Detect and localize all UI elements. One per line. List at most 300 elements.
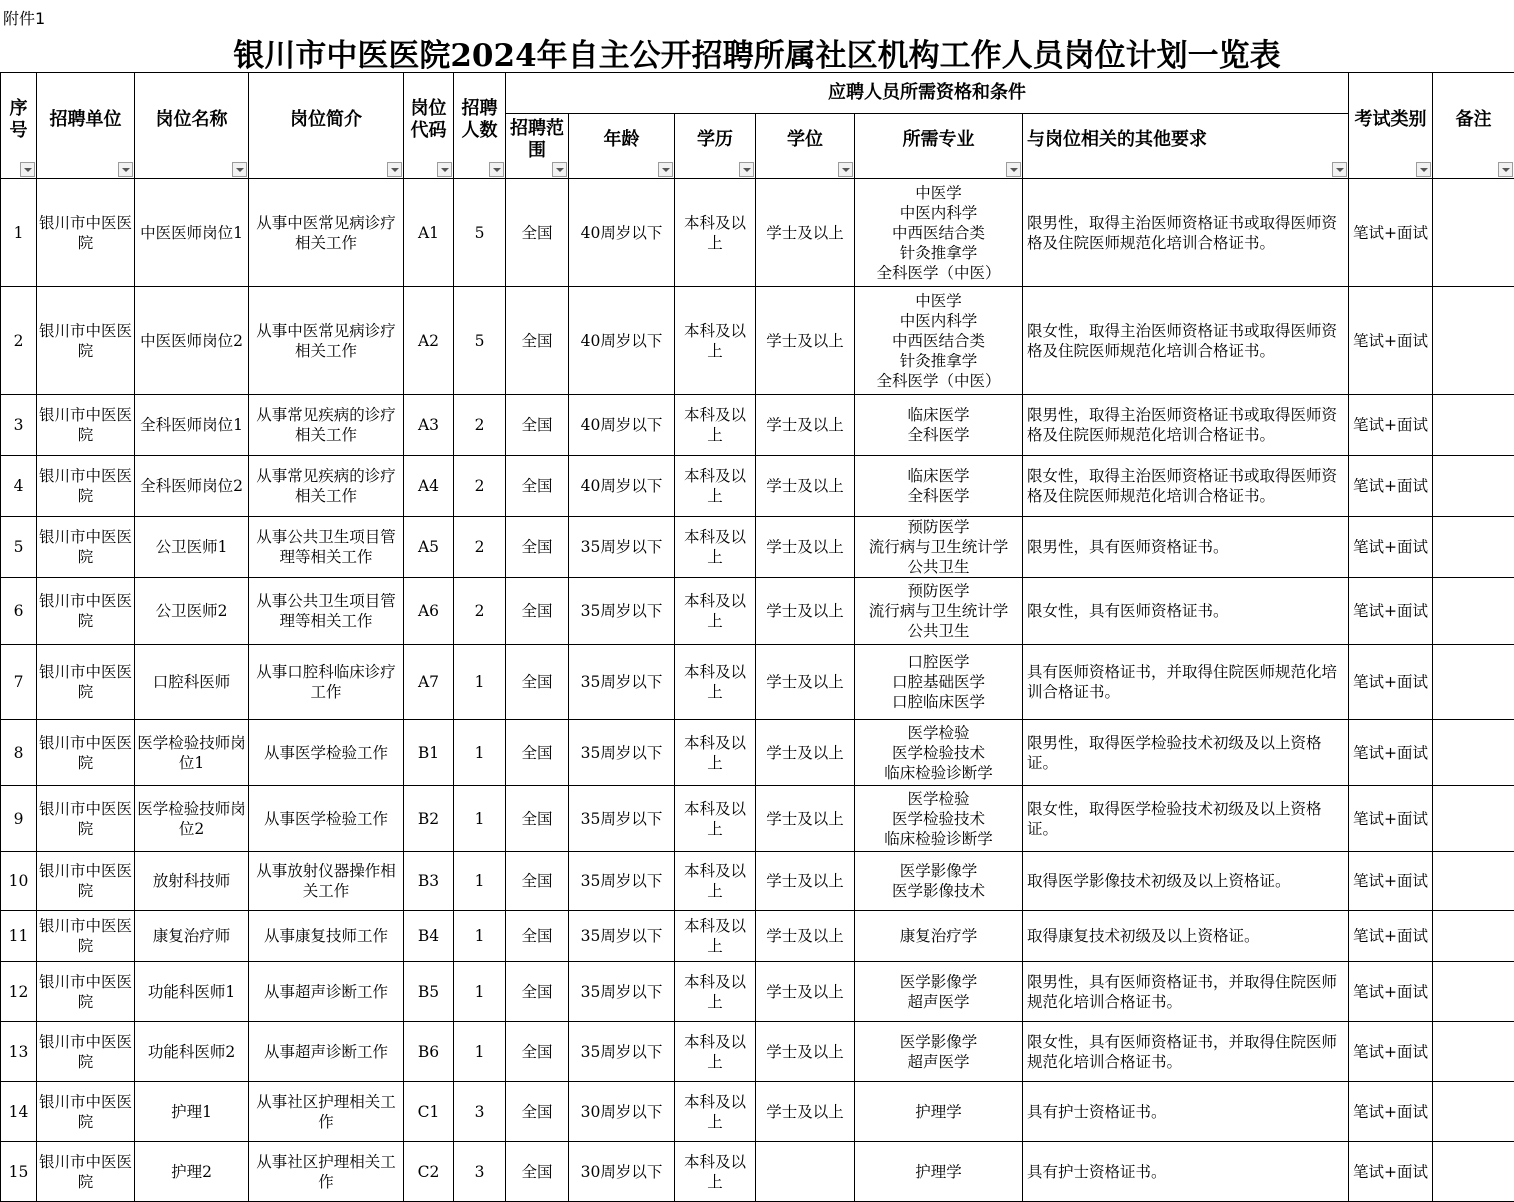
major-item: 口腔医学 [857, 652, 1020, 672]
cell-post-desc: 从事康复技师工作 [249, 911, 404, 962]
cell-age: 35周岁以下 [569, 578, 675, 645]
cell-age: 40周岁以下 [569, 179, 675, 287]
attachment-bar [0, 0, 1514, 33]
cell-other: 限男性，具有医师资格证书。 [1023, 517, 1349, 578]
cell-remark [1433, 720, 1514, 786]
cell-post-desc: 从事社区护理相关工作 [249, 1142, 404, 1202]
cell-seq: 14 [1, 1082, 37, 1142]
cell-other: 限女性，取得主治医师资格证书或取得医师资格及住院医师规范化培训合格证书。 [1023, 287, 1349, 395]
cell-post-name: 公卫医师2 [135, 578, 249, 645]
major-item: 医学检验 [857, 723, 1020, 743]
cell-age: 35周岁以下 [569, 786, 675, 852]
header-remark [1433, 73, 1514, 179]
cell-degree: 学士及以上 [756, 962, 855, 1022]
cell-remark [1433, 395, 1514, 456]
cell-age: 40周岁以下 [569, 287, 675, 395]
cell-post-desc: 从事中医常见病诊疗相关工作 [249, 179, 404, 287]
cell-degree: 学士及以上 [756, 786, 855, 852]
header-major-label: 所需专业 [903, 129, 975, 150]
cell-scope: 全国 [506, 786, 569, 852]
filter-dropdown-icon[interactable] [232, 162, 247, 177]
positions-table [0, 72, 1514, 1202]
header-seq-label: 序号 [10, 98, 28, 141]
cell-major [855, 852, 1023, 911]
cell-major [855, 1022, 1023, 1082]
table-row [1, 962, 1514, 1022]
cell-post-desc: 从事超声诊断工作 [249, 962, 404, 1022]
cell-post-desc: 从事超声诊断工作 [249, 1022, 404, 1082]
cell-unit: 银川市中医医院 [37, 1082, 135, 1142]
cell-degree [756, 1142, 855, 1202]
table-row [1, 395, 1514, 456]
cell-major [855, 911, 1023, 962]
cell-scope: 全国 [506, 517, 569, 578]
cell-exam: 笔试+面试 [1349, 1142, 1433, 1202]
cell-post-desc: 从事公共卫生项目管理等相关工作 [249, 517, 404, 578]
cell-scope: 全国 [506, 287, 569, 395]
table-body [1, 179, 1514, 1202]
cell-exam: 笔试+面试 [1349, 179, 1433, 287]
cell-count: 3 [454, 1142, 506, 1202]
cell-seq: 13 [1, 1022, 37, 1082]
major-item: 预防医学 [857, 581, 1020, 601]
cell-post-code: C1 [404, 1082, 454, 1142]
cell-education: 本科及以上 [675, 287, 756, 395]
cell-exam: 笔试+面试 [1349, 1022, 1433, 1082]
cell-scope: 全国 [506, 852, 569, 911]
cell-count: 3 [454, 1082, 506, 1142]
major-item: 中医内科学 [857, 311, 1020, 331]
header-post-name-label: 岗位名称 [156, 109, 228, 130]
major-item: 临床检验诊断学 [857, 763, 1020, 783]
major-item: 全科医学（中医） [857, 263, 1020, 283]
cell-scope: 全国 [506, 578, 569, 645]
cell-age: 35周岁以下 [569, 1022, 675, 1082]
major-item: 医学检验技术 [857, 809, 1020, 829]
cell-post-code: B6 [404, 1022, 454, 1082]
cell-education: 本科及以上 [675, 720, 756, 786]
cell-post-code: A2 [404, 287, 454, 395]
header-degree-label: 学位 [787, 129, 823, 150]
cell-count: 2 [454, 456, 506, 517]
cell-count: 2 [454, 395, 506, 456]
header-post-name [135, 73, 249, 179]
cell-count: 2 [454, 517, 506, 578]
cell-major [855, 179, 1023, 287]
cell-seq: 7 [1, 645, 37, 720]
cell-unit: 银川市中医医院 [37, 517, 135, 578]
cell-other: 限女性，具有医师资格证书。 [1023, 578, 1349, 645]
table-row [1, 786, 1514, 852]
cell-post-name: 医学检验技师岗位1 [135, 720, 249, 786]
filter-dropdown-icon[interactable] [1006, 162, 1021, 177]
header-remark-label: 备注 [1456, 109, 1492, 130]
cell-seq: 9 [1, 786, 37, 852]
cell-education: 本科及以上 [675, 962, 756, 1022]
header-post-code-label: 岗位代码 [411, 98, 447, 141]
cell-seq: 3 [1, 395, 37, 456]
cell-count: 1 [454, 720, 506, 786]
cell-post-code: A7 [404, 645, 454, 720]
cell-post-desc: 从事口腔科临床诊疗工作 [249, 645, 404, 720]
cell-degree: 学士及以上 [756, 578, 855, 645]
cell-major [855, 456, 1023, 517]
cell-remark [1433, 1022, 1514, 1082]
cell-count: 1 [454, 852, 506, 911]
cell-major [855, 1142, 1023, 1202]
cell-seq: 15 [1, 1142, 37, 1202]
major-item: 医学影像学 [857, 972, 1020, 992]
cell-post-name: 中医医师岗位2 [135, 287, 249, 395]
cell-education: 本科及以上 [675, 517, 756, 578]
cell-post-code: A6 [404, 578, 454, 645]
filter-dropdown-icon[interactable] [739, 162, 754, 177]
cell-seq: 2 [1, 287, 37, 395]
cell-unit: 银川市中医医院 [37, 395, 135, 456]
cell-exam: 笔试+面试 [1349, 517, 1433, 578]
cell-exam: 笔试+面试 [1349, 720, 1433, 786]
filter-dropdown-icon[interactable] [658, 162, 673, 177]
cell-major [855, 962, 1023, 1022]
table-row [1, 578, 1514, 645]
cell-unit: 银川市中医医院 [37, 645, 135, 720]
cell-unit: 银川市中医医院 [37, 852, 135, 911]
cell-post-desc: 从事医学检验工作 [249, 720, 404, 786]
cell-scope: 全国 [506, 645, 569, 720]
cell-other: 限女性，取得医学检验技术初级及以上资格证。 [1023, 786, 1349, 852]
filter-dropdown-icon[interactable] [437, 162, 452, 177]
cell-remark [1433, 1142, 1514, 1202]
cell-count: 1 [454, 1022, 506, 1082]
cell-scope: 全国 [506, 962, 569, 1022]
table-row [1, 852, 1514, 911]
header-exam [1349, 73, 1433, 179]
cell-scope: 全国 [506, 1082, 569, 1142]
cell-other: 限男性，取得主治医师资格证书或取得医师资格及住院医师规范化培训合格证书。 [1023, 395, 1349, 456]
cell-education: 本科及以上 [675, 395, 756, 456]
cell-remark [1433, 578, 1514, 645]
cell-post-name: 全科医师岗位2 [135, 456, 249, 517]
cell-remark [1433, 852, 1514, 911]
cell-other: 限女性，取得主治医师资格证书或取得医师资格及住院医师规范化培训合格证书。 [1023, 456, 1349, 517]
cell-seq: 10 [1, 852, 37, 911]
cell-education: 本科及以上 [675, 645, 756, 720]
filter-dropdown-icon[interactable] [489, 162, 504, 177]
cell-post-name: 康复治疗师 [135, 911, 249, 962]
cell-post-code: A3 [404, 395, 454, 456]
cell-age: 35周岁以下 [569, 911, 675, 962]
cell-remark [1433, 287, 1514, 395]
table-header [1, 73, 1514, 179]
cell-seq: 8 [1, 720, 37, 786]
filter-dropdown-icon[interactable] [552, 162, 567, 177]
cell-post-name: 医学检验技师岗位2 [135, 786, 249, 852]
major-item: 超声医学 [857, 992, 1020, 1012]
cell-unit: 银川市中医医院 [37, 179, 135, 287]
cell-post-name: 口腔科医师 [135, 645, 249, 720]
cell-major [855, 578, 1023, 645]
cell-exam: 笔试+面试 [1349, 287, 1433, 395]
major-item: 医学检验技术 [857, 743, 1020, 763]
major-item: 超声医学 [857, 1052, 1020, 1072]
cell-age: 35周岁以下 [569, 852, 675, 911]
cell-remark [1433, 517, 1514, 578]
cell-age: 40周岁以下 [569, 395, 675, 456]
major-item: 中医学 [857, 183, 1020, 203]
table-row [1, 911, 1514, 962]
table-row [1, 645, 1514, 720]
cell-degree: 学士及以上 [756, 1082, 855, 1142]
cell-scope: 全国 [506, 1022, 569, 1082]
cell-unit: 银川市中医医院 [37, 911, 135, 962]
cell-scope: 全国 [506, 395, 569, 456]
major-item: 流行病与卫生统计学 [857, 537, 1020, 557]
header-exam-label: 考试类别 [1355, 109, 1427, 130]
major-item: 全科医学 [857, 486, 1020, 506]
filter-dropdown-icon[interactable] [838, 162, 853, 177]
table-row [1, 1022, 1514, 1082]
cell-education: 本科及以上 [675, 911, 756, 962]
cell-degree: 学士及以上 [756, 456, 855, 517]
cell-count: 1 [454, 911, 506, 962]
cell-other: 限男性，具有医师资格证书，并取得住院医师规范化培训合格证书。 [1023, 962, 1349, 1022]
table-row [1, 517, 1514, 578]
cell-count: 1 [454, 962, 506, 1022]
cell-unit: 银川市中医医院 [37, 578, 135, 645]
cell-major [855, 287, 1023, 395]
cell-post-code: A5 [404, 517, 454, 578]
cell-post-name: 全科医师岗位1 [135, 395, 249, 456]
cell-remark [1433, 786, 1514, 852]
major-item: 公共卫生 [857, 557, 1020, 577]
filter-dropdown-icon[interactable] [20, 162, 35, 177]
cell-education: 本科及以上 [675, 179, 756, 287]
major-item: 医学影像学 [857, 861, 1020, 881]
cell-post-code: A1 [404, 179, 454, 287]
cell-exam: 笔试+面试 [1349, 786, 1433, 852]
table-row [1, 179, 1514, 287]
cell-post-code: C2 [404, 1142, 454, 1202]
cell-count: 1 [454, 786, 506, 852]
page-title: 银川市中医医院2024年自主公开招聘所属社区机构工作人员岗位计划一览表 [0, 33, 1514, 71]
cell-exam: 笔试+面试 [1349, 911, 1433, 962]
cell-major [855, 1082, 1023, 1142]
filter-dropdown-icon[interactable] [1416, 162, 1431, 177]
header-scope [506, 114, 569, 179]
cell-degree: 学士及以上 [756, 911, 855, 962]
cell-post-code: B1 [404, 720, 454, 786]
cell-education: 本科及以上 [675, 578, 756, 645]
filter-dropdown-icon[interactable] [118, 162, 133, 177]
filter-dropdown-icon[interactable] [1498, 162, 1513, 177]
cell-seq: 11 [1, 911, 37, 962]
cell-age: 35周岁以下 [569, 517, 675, 578]
cell-unit: 银川市中医医院 [37, 720, 135, 786]
cell-post-code: B3 [404, 852, 454, 911]
major-item: 临床检验诊断学 [857, 829, 1020, 849]
cell-post-name: 放射科技师 [135, 852, 249, 911]
cell-unit: 银川市中医医院 [37, 456, 135, 517]
cell-scope: 全国 [506, 720, 569, 786]
cell-post-name: 功能科医师2 [135, 1022, 249, 1082]
major-item: 针灸推拿学 [857, 243, 1020, 263]
cell-age: 30周岁以下 [569, 1082, 675, 1142]
cell-post-desc: 从事公共卫生项目管理等相关工作 [249, 578, 404, 645]
table-row [1, 287, 1514, 395]
major-item: 全科医学（中医） [857, 371, 1020, 391]
cell-scope: 全国 [506, 1142, 569, 1202]
cell-post-code: B5 [404, 962, 454, 1022]
cell-age: 30周岁以下 [569, 1142, 675, 1202]
cell-post-desc: 从事常见疾病的诊疗相关工作 [249, 456, 404, 517]
major-item: 中医内科学 [857, 203, 1020, 223]
cell-other: 具有护士资格证书。 [1023, 1142, 1349, 1202]
cell-unit: 银川市中医医院 [37, 962, 135, 1022]
cell-degree: 学士及以上 [756, 852, 855, 911]
major-item: 医学检验 [857, 789, 1020, 809]
cell-education: 本科及以上 [675, 1022, 756, 1082]
cell-age: 35周岁以下 [569, 645, 675, 720]
cell-education: 本科及以上 [675, 1082, 756, 1142]
major-item: 公共卫生 [857, 621, 1020, 641]
cell-remark [1433, 1082, 1514, 1142]
cell-remark [1433, 179, 1514, 287]
cell-post-code: B4 [404, 911, 454, 962]
cell-seq: 12 [1, 962, 37, 1022]
cell-other: 取得康复技术初级及以上资格证。 [1023, 911, 1349, 962]
cell-age: 40周岁以下 [569, 456, 675, 517]
cell-count: 2 [454, 578, 506, 645]
header-unit [37, 73, 135, 179]
major-item: 中西医结合类 [857, 223, 1020, 243]
cell-count: 5 [454, 179, 506, 287]
cell-other: 具有医师资格证书，并取得住院医师规范化培训合格证书。 [1023, 645, 1349, 720]
header-education-label: 学历 [697, 129, 733, 150]
header-post-desc [249, 73, 404, 179]
cell-seq: 4 [1, 456, 37, 517]
major-item: 临床医学 [857, 405, 1020, 425]
cell-remark [1433, 645, 1514, 720]
header-seq [1, 73, 37, 179]
major-item: 口腔临床医学 [857, 692, 1020, 712]
cell-major [855, 395, 1023, 456]
major-item: 流行病与卫生统计学 [857, 601, 1020, 621]
major-item: 护理学 [857, 1162, 1020, 1182]
cell-unit: 银川市中医医院 [37, 786, 135, 852]
table-row [1, 456, 1514, 517]
cell-exam: 笔试+面试 [1349, 645, 1433, 720]
cell-exam: 笔试+面试 [1349, 962, 1433, 1022]
major-item: 护理学 [857, 1102, 1020, 1122]
cell-count: 1 [454, 645, 506, 720]
header-other [1023, 114, 1349, 179]
cell-education: 本科及以上 [675, 852, 756, 911]
cell-unit: 银川市中医医院 [37, 1142, 135, 1202]
cell-seq: 5 [1, 517, 37, 578]
cell-post-name: 功能科医师1 [135, 962, 249, 1022]
cell-exam: 笔试+面试 [1349, 456, 1433, 517]
header-major [855, 114, 1023, 179]
cell-exam: 笔试+面试 [1349, 395, 1433, 456]
cell-education: 本科及以上 [675, 1142, 756, 1202]
cell-degree: 学士及以上 [756, 645, 855, 720]
cell-major [855, 645, 1023, 720]
cell-other: 具有护士资格证书。 [1023, 1082, 1349, 1142]
cell-remark [1433, 911, 1514, 962]
table-row [1, 1082, 1514, 1142]
filter-dropdown-icon[interactable] [387, 162, 402, 177]
cell-degree: 学士及以上 [756, 1022, 855, 1082]
cell-post-desc: 从事社区护理相关工作 [249, 1082, 404, 1142]
cell-unit: 银川市中医医院 [37, 1022, 135, 1082]
cell-other: 取得医学影像技术初级及以上资格证。 [1023, 852, 1349, 911]
header-scope-label: 招聘范围 [510, 118, 564, 161]
major-item: 口腔基础医学 [857, 672, 1020, 692]
cell-seq: 6 [1, 578, 37, 645]
major-item: 临床医学 [857, 466, 1020, 486]
cell-exam: 笔试+面试 [1349, 852, 1433, 911]
major-item: 预防医学 [857, 517, 1020, 537]
cell-exam: 笔试+面试 [1349, 1082, 1433, 1142]
cell-post-name: 护理2 [135, 1142, 249, 1202]
table-row [1, 720, 1514, 786]
header-other-label: 与岗位相关的其他要求 [1027, 129, 1207, 150]
cell-degree: 学士及以上 [756, 287, 855, 395]
cell-post-name: 公卫医师1 [135, 517, 249, 578]
cell-degree: 学士及以上 [756, 179, 855, 287]
cell-major [855, 786, 1023, 852]
cell-post-desc: 从事中医常见病诊疗相关工作 [249, 287, 404, 395]
cell-other: 限女性，具有医师资格证书，并取得住院医师规范化培训合格证书。 [1023, 1022, 1349, 1082]
cell-post-desc: 从事常见疾病的诊疗相关工作 [249, 395, 404, 456]
cell-scope: 全国 [506, 179, 569, 287]
major-item: 医学影像学 [857, 1032, 1020, 1052]
cell-exam: 笔试+面试 [1349, 578, 1433, 645]
cell-scope: 全国 [506, 911, 569, 962]
header-qualifications-group: 应聘人员所需资格和条件 [506, 73, 1349, 114]
cell-post-code: B2 [404, 786, 454, 852]
header-age [569, 114, 675, 179]
cell-post-name: 护理1 [135, 1082, 249, 1142]
cell-age: 35周岁以下 [569, 720, 675, 786]
header-age-label: 年龄 [604, 129, 640, 150]
header-count [454, 73, 506, 179]
cell-major [855, 720, 1023, 786]
cell-other: 限男性，取得医学检验技术初级及以上资格证。 [1023, 720, 1349, 786]
attachment-label: 附件1 [3, 6, 45, 29]
major-item: 全科医学 [857, 425, 1020, 445]
major-item: 康复治疗学 [857, 926, 1020, 946]
cell-age: 35周岁以下 [569, 962, 675, 1022]
header-unit-label: 招聘单位 [50, 109, 122, 130]
cell-remark [1433, 456, 1514, 517]
table-row [1, 1142, 1514, 1202]
cell-other: 限男性，取得主治医师资格证书或取得医师资格及住院医师规范化培训合格证书。 [1023, 179, 1349, 287]
header-post-desc-label: 岗位简介 [290, 109, 362, 130]
header-count-label: 招聘人数 [462, 98, 498, 141]
filter-dropdown-icon[interactable] [1332, 162, 1347, 177]
cell-seq: 1 [1, 179, 37, 287]
cell-remark [1433, 962, 1514, 1022]
cell-scope: 全国 [506, 456, 569, 517]
cell-post-desc: 从事医学检验工作 [249, 786, 404, 852]
cell-degree: 学士及以上 [756, 720, 855, 786]
cell-education: 本科及以上 [675, 786, 756, 852]
major-item: 医学影像技术 [857, 881, 1020, 901]
cell-count: 5 [454, 287, 506, 395]
cell-major [855, 517, 1023, 578]
header-post-code [404, 73, 454, 179]
